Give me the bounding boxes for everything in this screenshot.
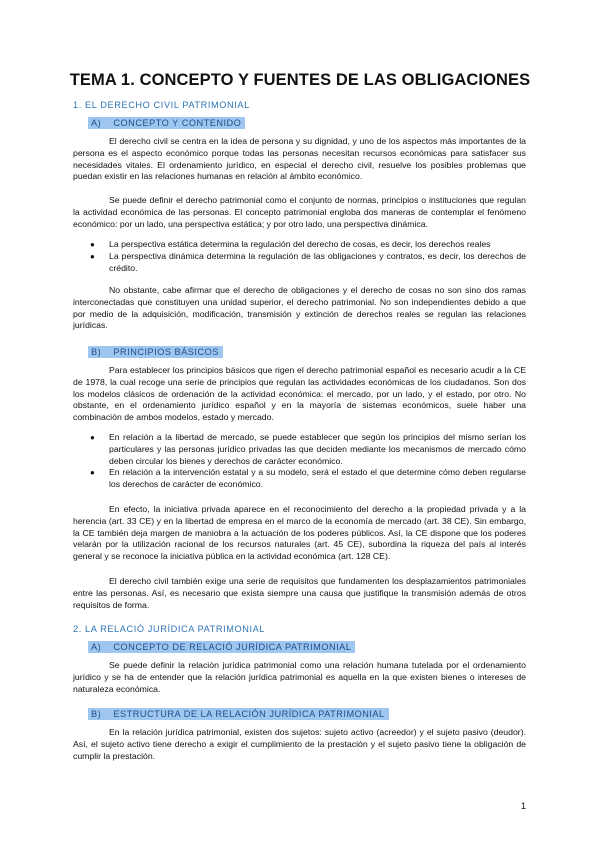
page-number: 1	[521, 801, 527, 811]
bullet-icon: ●	[90, 433, 95, 442]
paragraph-1a-3: No obstante, cabe afirmar que el derecho de obligaciones y el derecho de cosas no son sino dos ramas interconectadas que constituyen una unidad superior, el derecho patrimonial. No son independientes debido a que por medio de la adquisición, modificación, transmisión y extinción de derechos reales se regulan las relaciones jurídicas.	[73, 285, 526, 331]
section-heading-1: 1. EL DERECHO CIVIL PATRIMONIAL	[73, 100, 250, 110]
list-item: ● La perspectiva estática determina la regulación del derecho de cosas, es decir, los derechos reales	[90, 239, 491, 249]
paragraph-1b-2: En efecto, la iniciativa privada aparece en el reconocimiento del derecho a la propiedad privada y a la herencia (art. 33 CE) y en la libertad de empresa en el marco de la economía de mercado (art. 38 CE). Sin embargo, la CE también deja margen de maniobra a la actuación de los poderes públicos. Así, la CE dispone que los poderes velarán por la utilización racional de los recursos naturales (art. 45 CE), subordina la riqueza del país al interés general y se reconoce la iniciativa pública en la actividad económica (art. 128 CE).	[73, 504, 526, 562]
bullet-icon: ●	[90, 251, 95, 261]
list-item: ● La perspectiva dinámica determina la regulación de las obligaciones y contratos, es decir, los derechos de crédito.	[90, 250, 526, 273]
bullet-icon: ●	[90, 240, 95, 249]
section-heading-2: 2. LA RELACIÓ JURÍDICA PATRIMONIAL	[73, 624, 266, 634]
paragraph-1a-2: Se puede definir el derecho patrimonial como el conjunto de normas, principios o instituciones que regulan la actividad económica de las personas. El concepto patrimonial engloba dos maneras de contemplar el fenómeno económico: por un lado, una perspectiva estática; y por otro lado, una perspectiva dinámica.	[73, 195, 526, 229]
subsection-heading-2b: B) ESTRUCTURA DE LA RELACIÓN JURÍDICA PATRIMONIAL	[88, 708, 389, 720]
paragraph-1b-3: El derecho civil también exige una serie de requisitos que fundamenten los desplazamientos patrimoniales entre las personas. Así, es necesario que exista siempre una causa que justifique la transmisión además de otros requisitos de forma.	[73, 576, 526, 610]
bullet-icon: ●	[90, 468, 95, 478]
list-item: ● En relación a la libertad de mercado, se puede establecer que según los principios del mismo serían los particulares y las personas jurídico privadas las que deciden mediante los mecanismos de mercado cómo deben circular los bienes y derechos de carácter económico.	[90, 432, 526, 466]
subsection-heading-1b: B) PRINCIPIOS BÁSICOS	[88, 346, 223, 358]
bullet-list-1b	[90, 432, 526, 491]
list-item: ● En relación a la intervención estatal y a su modelo, será el estado el que determine cómo deben regularse los derechos de carácter de económico.	[90, 467, 526, 490]
subsection-heading-1a: A) CONCEPTO Y CONTENIDO	[88, 117, 245, 129]
paragraph-1a-1: El derecho civil se centra en la idea de persona y su dignidad, y uno de los aspectos más importantes de la persona es el aspecto económico porque todas las personas necesitan recursos económicas para satisfacer sus necesidades vitales. El ordenamiento jurídico, en especial el derecho civil, resuelve los posibles problemas que puedan existir en las relaciones humanas en relación al ámbito económico.	[73, 136, 526, 182]
subsection-heading-2a: A) CONCEPTO DE RELACIÓ JURÍDICA PATRIMONIAL	[88, 641, 355, 653]
paragraph-2a-1: Se puede definir la relación jurídica patrimonial como una relación humana tutelada por el ordenamiento jurídico y se ha de entender que la relación jurídica patrimonial es aquella en la que existen bienes o intereses de naturaleza económica.	[73, 660, 526, 694]
bullet-list-1a	[90, 239, 526, 274]
document-title: TEMA 1. CONCEPTO Y FUENTES DE LAS OBLIGACIONES	[69, 71, 531, 89]
paragraph-1b-1: Para establecer los principios básicos que rigen el derecho patrimonial español es necesario acudir a la CE de 1978, la cual recoge una serie de principios que regulan las actividades económicas de los ciudadanos. Son dos los modelos clásicos de ordenación de la actividad económica: el mercado, por un lado, y el estado, por otro. No obstante, en el ordenamiento jurídico español y en la mayoría de sistemas económicos, suele haber una combinación de ambos modelos, estado y mercado.	[73, 365, 526, 423]
paragraph-2b-1: En la relación jurídica patrimonial, existen dos sujetos: sujeto activo (acreedor) y el sujeto pasivo (deudor). Así, el sujeto activo tiene derecho a exigir el cumplimiento de la prestación y el sujeto pasivo tiene la obligación de cumplir la prestación.	[73, 727, 526, 761]
